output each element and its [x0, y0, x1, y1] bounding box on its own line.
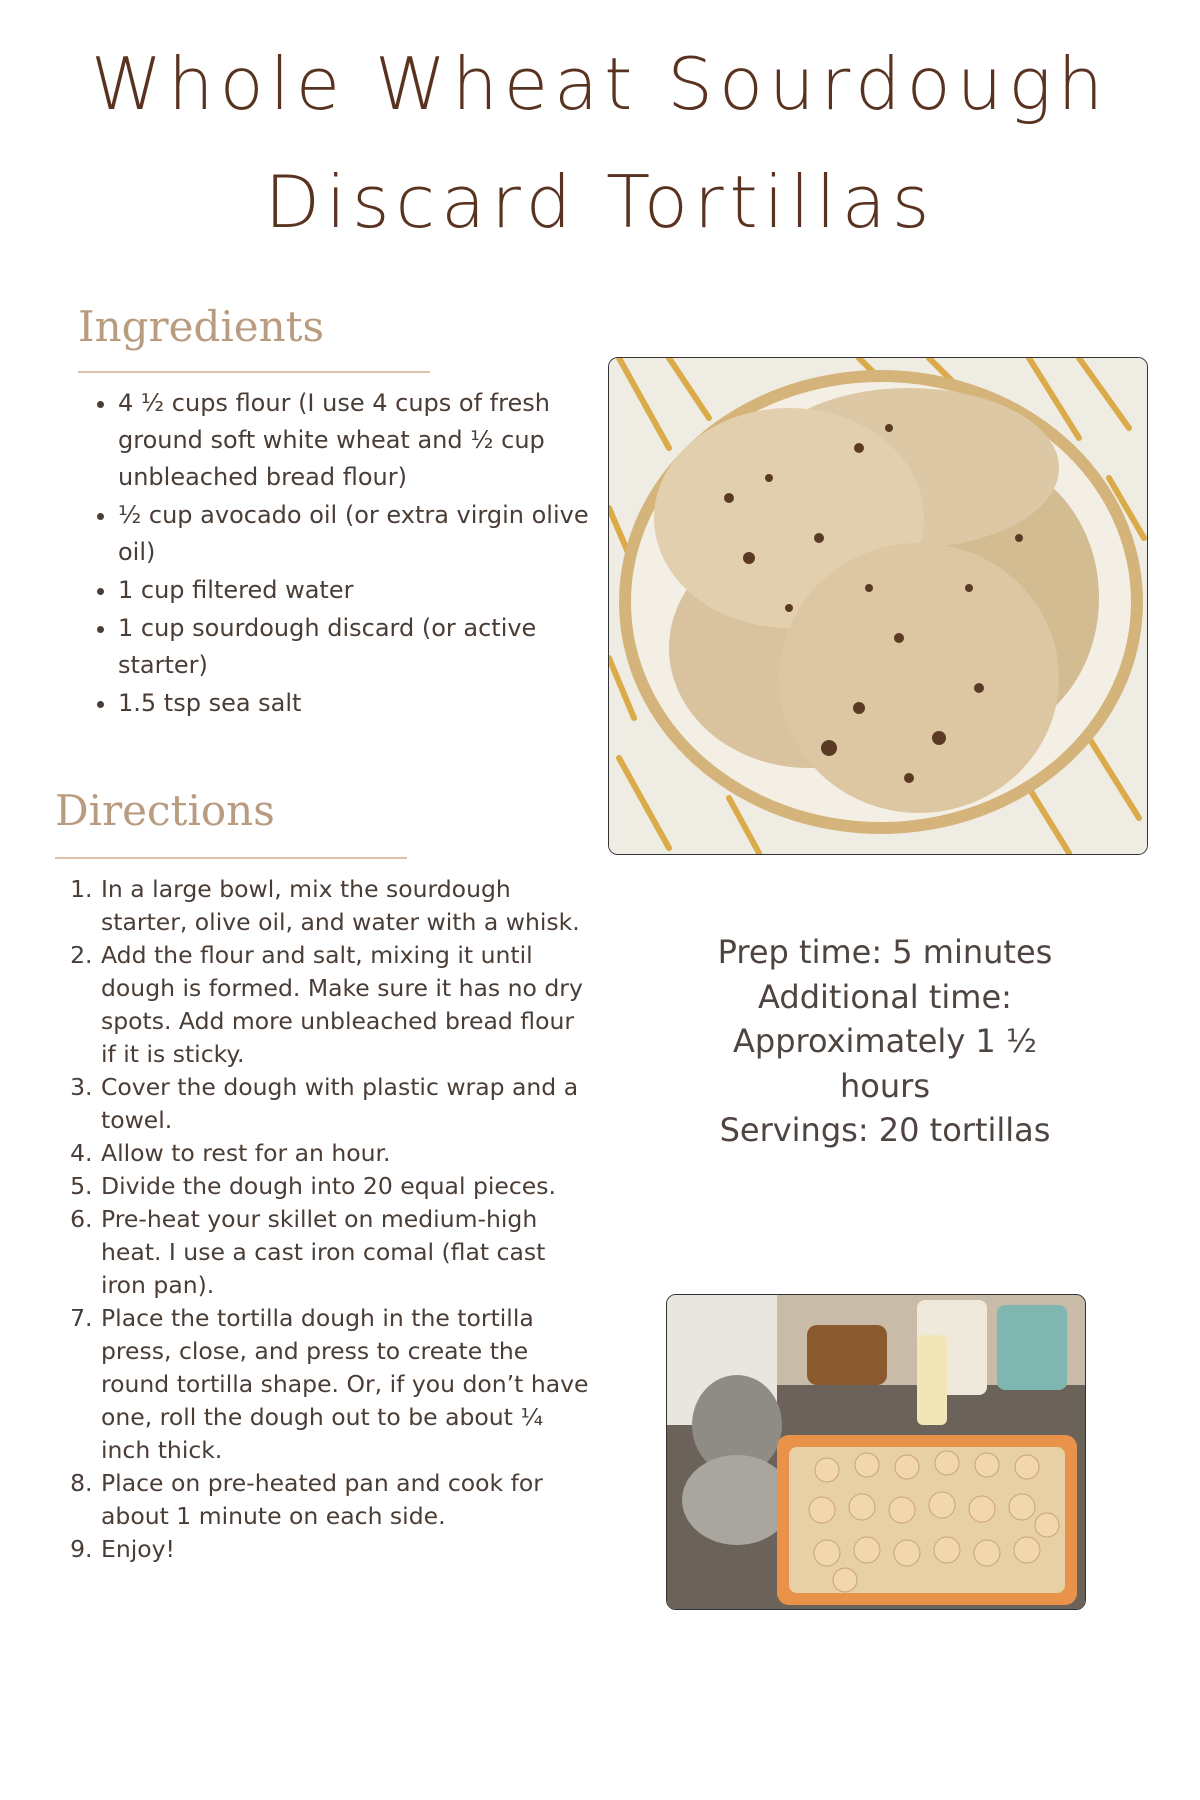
directions-divider: [55, 857, 407, 859]
ingredients-list: [78, 385, 608, 723]
recipe-info: [695, 930, 1075, 1153]
prep-time: Prep time: 5 minutes: [717, 933, 1053, 971]
servings: Servings: 20 tortillas: [719, 1111, 1051, 1149]
ingredient-item: • 1 cup filtered water: [118, 572, 608, 609]
direction-step: 9. Enjoy!: [100, 1533, 590, 1566]
dough-balls-photo: [666, 1294, 1086, 1610]
tortillas-plate-photo: [608, 357, 1148, 855]
ingredients-divider: [78, 371, 430, 373]
ingredient-item: • 1 cup sourdough discard (or active starter): [118, 610, 608, 684]
directions-heading: Directions: [55, 786, 275, 835]
direction-step: 4. Allow to rest for an hour.: [100, 1137, 590, 1170]
direction-step: 6. Pre-heat your skillet on medium-high heat. I use a cast iron comal (flat cast iron pan).: [100, 1203, 590, 1302]
direction-step: 2. Add the flour and salt, mixing it until dough is formed. Make sure it has no dry spots. Add more unbleached bread flour if it is sticky.: [100, 939, 590, 1071]
direction-step: 7. Place the tortilla dough in the tortilla press, close, and press to create the round tortilla shape. Or, if you don’t have one, roll the dough out to be about ¼ inch thick.: [100, 1302, 590, 1467]
ingredients-heading: Ingredients: [78, 302, 325, 351]
ingredient-item: • 4 ½ cups flour (I use 4 cups of fresh ground soft white wheat and ½ cup unbleached bread flour): [118, 385, 608, 496]
direction-step: 5. Divide the dough into 20 equal pieces.: [100, 1170, 590, 1203]
direction-step: 3. Cover the dough with plastic wrap and a towel.: [100, 1071, 590, 1137]
ingredient-item: • 1.5 tsp sea salt: [118, 685, 608, 722]
additional-time: Additional time: Approximately 1 ½ hours: [733, 977, 1037, 1105]
direction-step: 1. In a large bowl, mix the sourdough starter, olive oil, and water with a whisk.: [100, 873, 590, 939]
ingredient-item: • ½ cup avocado oil (or extra virgin olive oil): [118, 497, 608, 571]
recipe-title-line-2: Discard Tortillas: [264, 160, 936, 244]
recipe-title-line-1: Whole Wheat Sourdough: [90, 42, 1110, 126]
directions-list: [70, 873, 590, 1566]
direction-step: 8. Place on pre-heated pan and cook for about 1 minute on each side.: [100, 1467, 590, 1533]
